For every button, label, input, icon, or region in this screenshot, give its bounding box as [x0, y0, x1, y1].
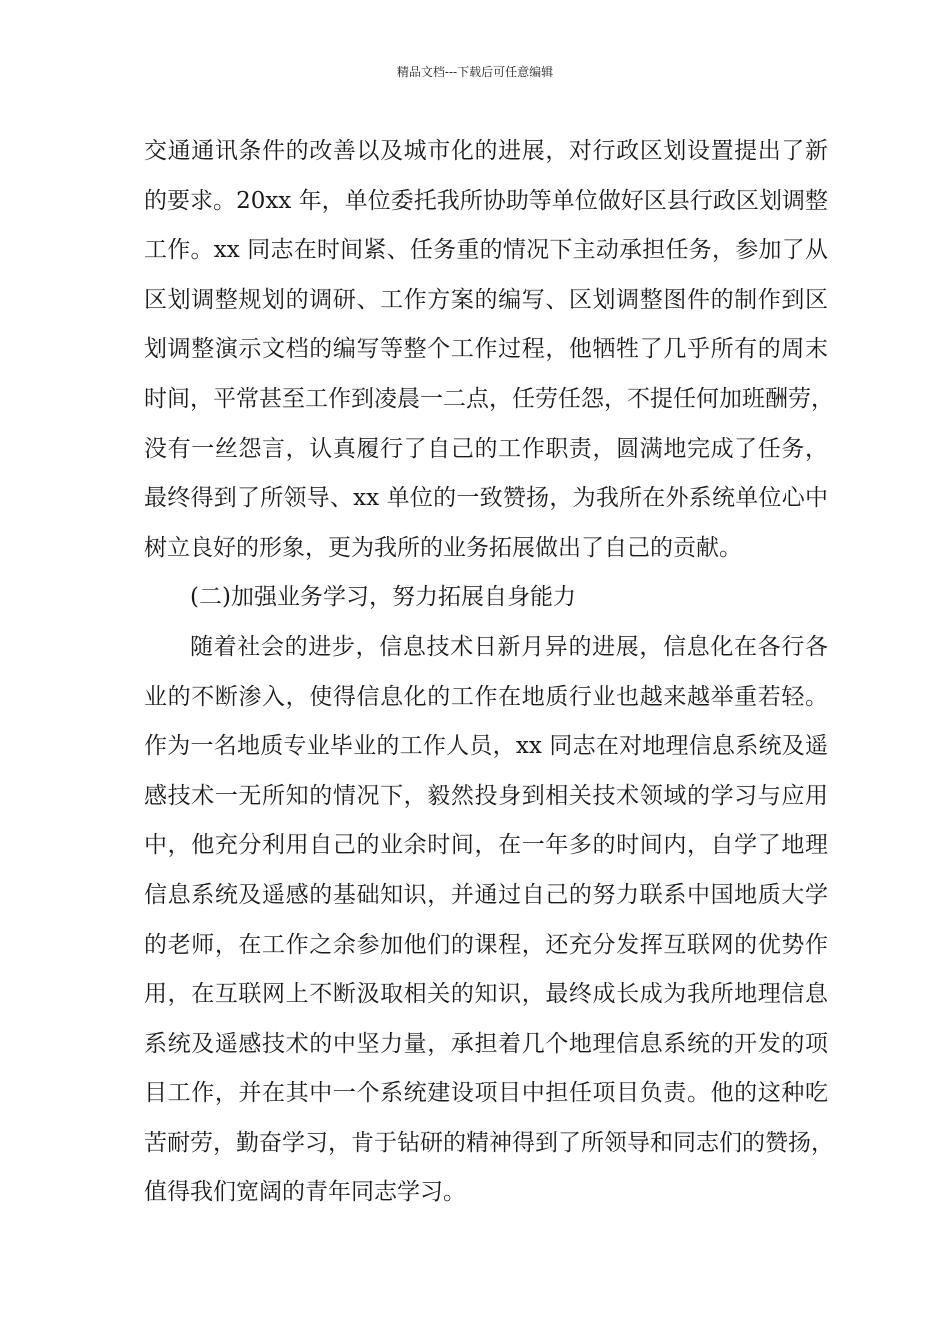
text-line: 信息系统及遥感的基础知识，并通过自己的努力联系中国地质大学 — [144, 881, 828, 908]
text-line: 作为一名地质专业毕业的工作人员，xx 同志在对地理信息系统及遥 — [144, 733, 828, 760]
text-line: 的要求。20xx 年，单位委托我所协助等单位做好区县行政区划调整 — [144, 187, 828, 214]
text-line: 时间，平常甚至工作到凌晨一二点，任劳任怨，不提任何加班酬劳， — [144, 385, 834, 412]
text-line: 划调整演示文档的编写等整个工作过程，他牺牲了几乎所有的周末 — [144, 336, 828, 363]
text-line: 最终得到了所领导、xx 单位的一致赞扬，为我所在外系统单位心中 — [144, 485, 828, 512]
text-line: 用，在互联网上不断汲取相关的知识，最终成长成为我所地理信息 — [144, 981, 828, 1008]
text-line: 中，他充分利用自己的业余时间，在一年多的时间内，自学了地理 — [144, 832, 828, 859]
text-line: 交通通讯条件的改善以及城市化的进展，对行政区划设置提出了新 — [144, 138, 828, 164]
text-line: 没有一丝怨言，认真履行了自己的工作职责，圆满地完成了任务， — [144, 435, 828, 462]
page-header: 精品文档---下载后可任意编辑 — [396, 65, 554, 79]
text-line: 系统及遥感技术的中坚力量，承担着几个地理信息系统的开发的项 — [144, 1030, 828, 1057]
text-line: 感技术一无所知的情况下，毅然投身到相关技术领域的学习与应用 — [144, 782, 828, 809]
text-line: (二)加强业务学习，努力拓展自身能力 — [190, 584, 576, 611]
text-line: 业的不断渗入，使得信息化的工作在地质行业也越来越举重若轻。 — [144, 683, 828, 710]
text-line: 区划调整规划的调研、工作方案的编写、区划调整图件的制作到区 — [144, 286, 828, 313]
document-body — [144, 131, 834, 1222]
text-line: 的老师，在工作之余参加他们的课程，还充分发挥互联网的优势作 — [144, 931, 828, 958]
text-line: 值得我们宽阔的青年同志学习。 — [144, 1179, 466, 1206]
text-line: 苦耐劳，勤奋学习，肯于钻研的精神得到了所领导和同志们的赞扬， — [144, 1129, 834, 1156]
text-line: 工作。xx 同志在时间紧、任务重的情况下主动承担任务，参加了从 — [144, 237, 828, 264]
text-line: 树立良好的形象，更为我所的业务拓展做出了自己的贡献。 — [144, 534, 742, 561]
text-line: 目工作，并在其中一个系统建设项目中担任项目负责。他的这种吃 — [144, 1080, 828, 1107]
text-line: 随着社会的进步，信息技术日新月异的进展，信息化在各行各 — [190, 633, 828, 660]
